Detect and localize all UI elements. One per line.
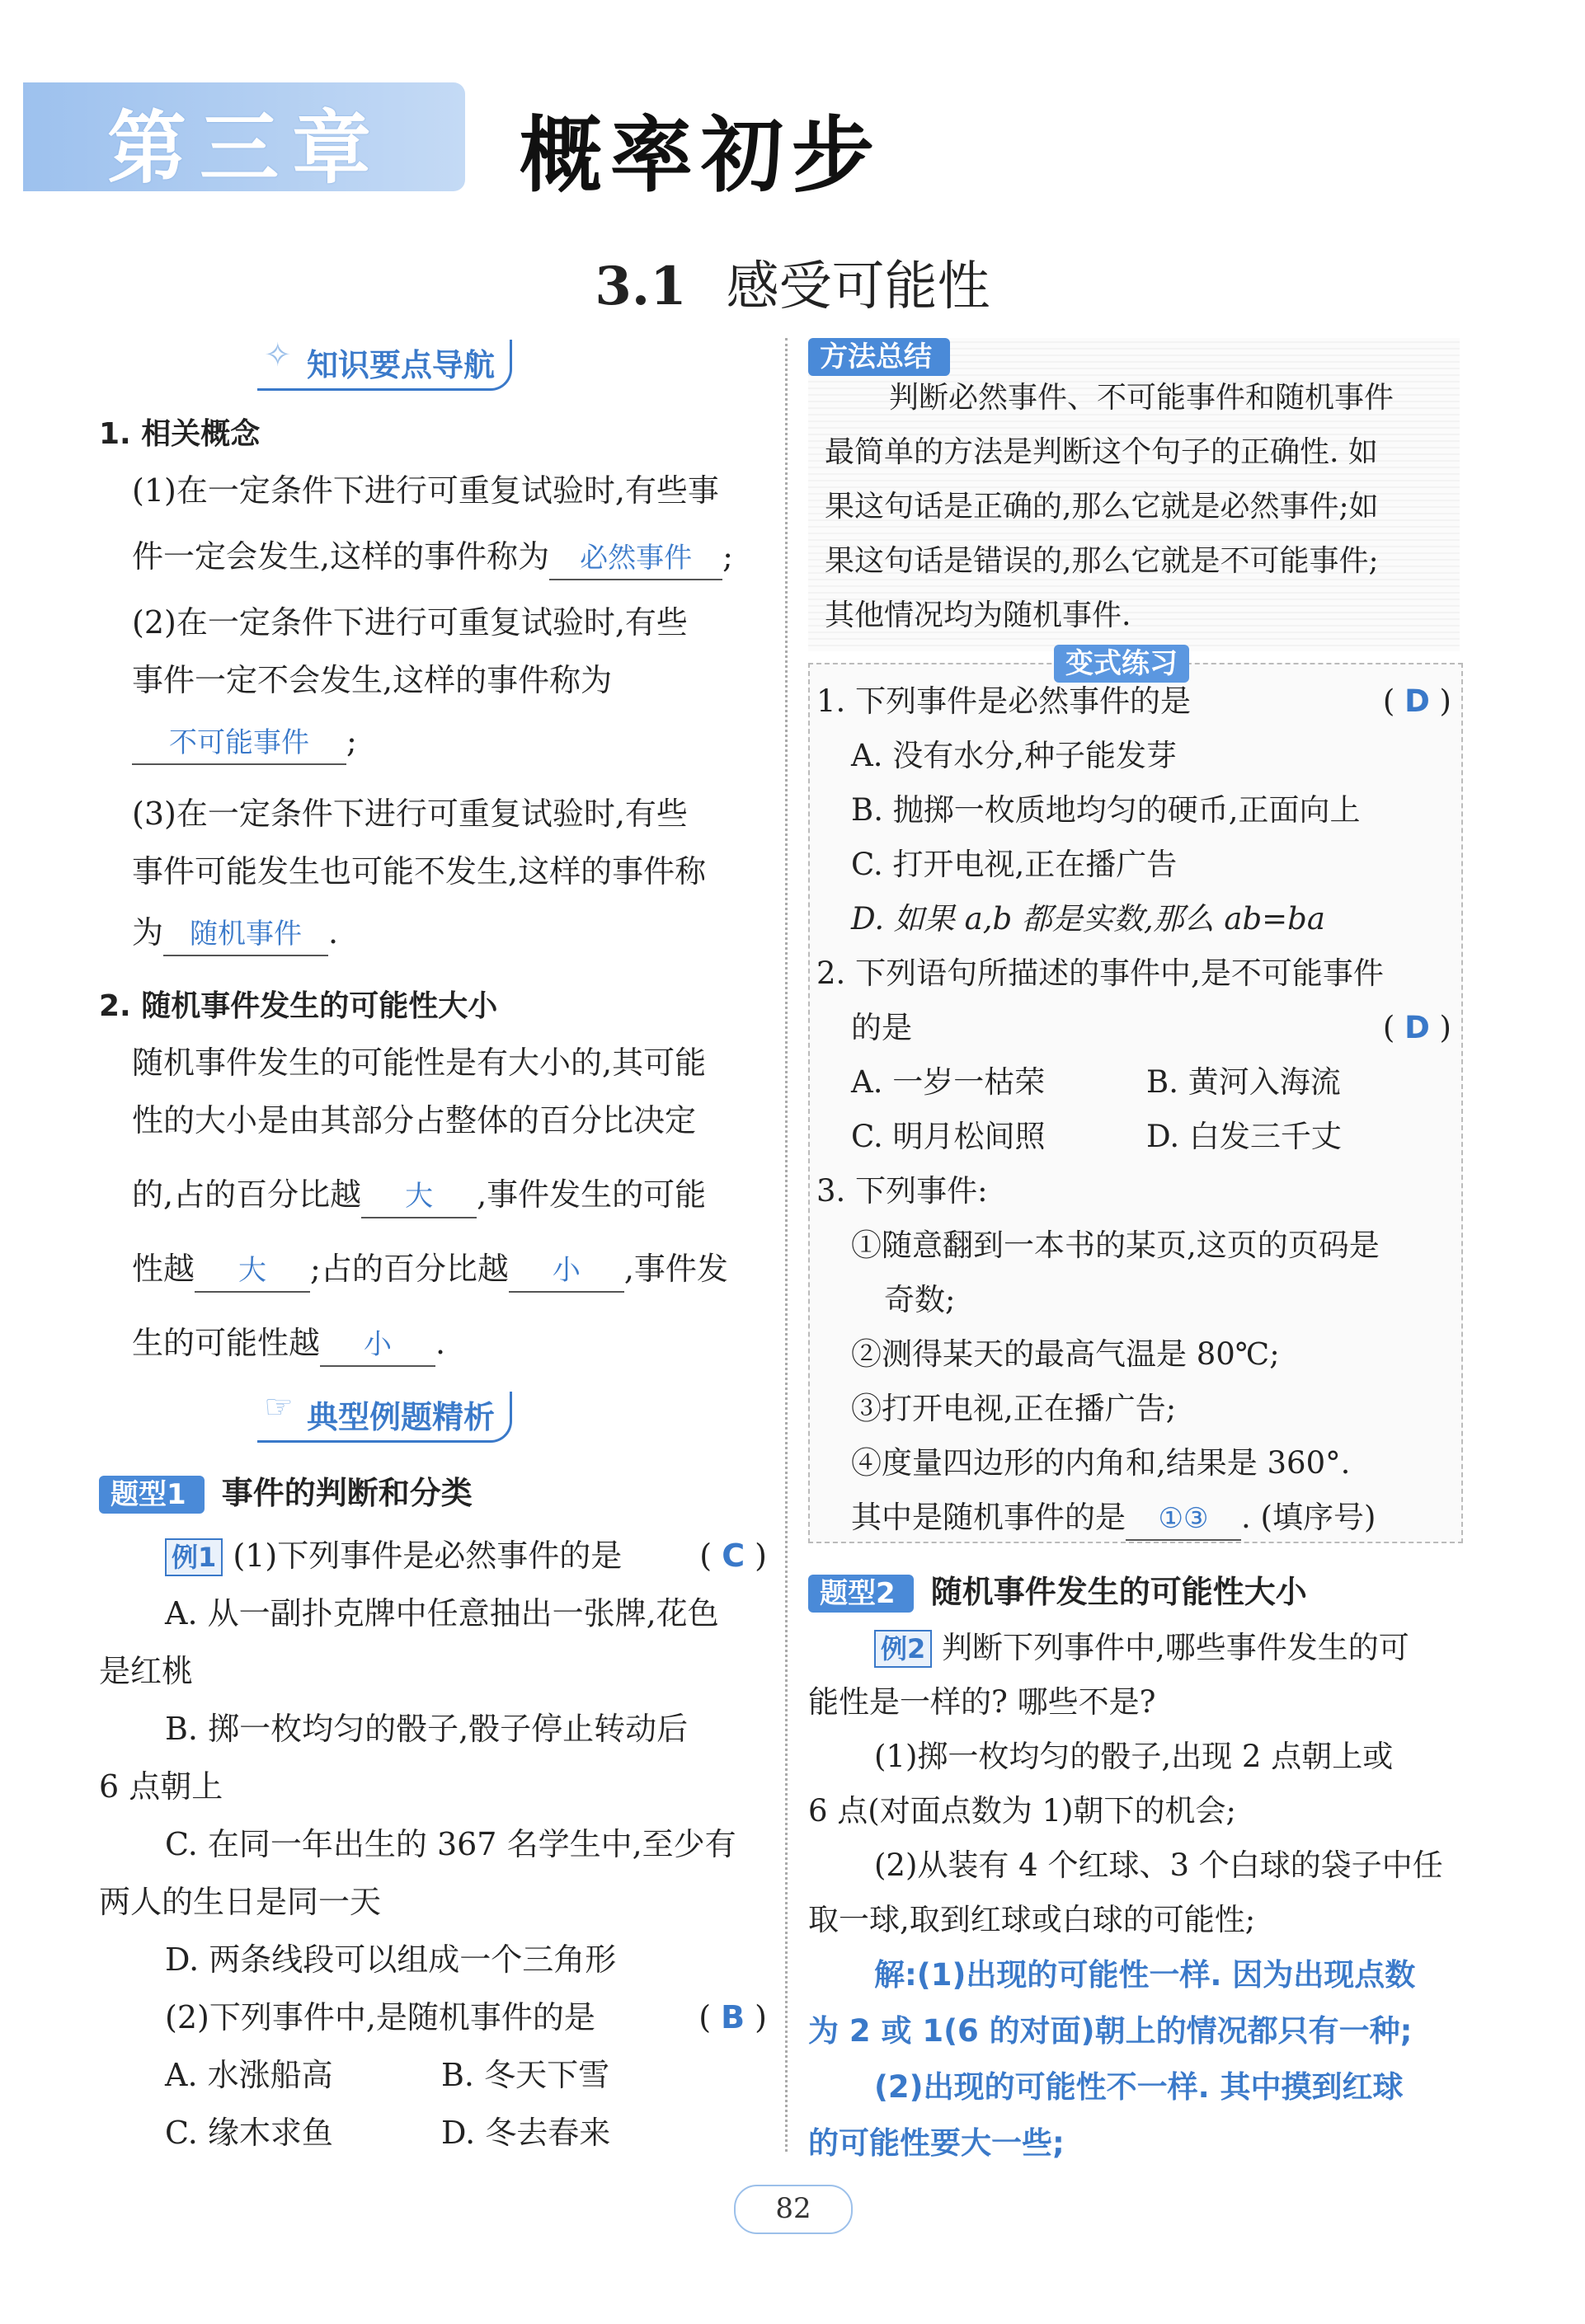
practice-questions: 1. 下列事件是必然事件的是 ( D ) A. 没有水分,种子能发芽 B. 抛掷一枚质地均匀的硬币,正面向上 C. 打开电视,正在播广告 D. 如果 a,b 都是实数,那么 ab=ba 2. 下列语句所描述的事件中,是不可能事件 的是 ( D ) A. 一岁一枯荣 B. 黄河入海流 C. 明月松间照 D. 白发三千丈 3. 下列事件: ①随意翻到一本书的某页,这页的页码是 奇数; ②测得某天的最高气温是 80℃; ③打开电视,正在播广告; ④度量四边形的内角和,结果是 360°. 其中是随机事件的是 ①③ . (填序号)	[816, 674, 1451, 1545]
practice-tag-text: 变式练习	[1054, 645, 1189, 683]
prob-line-d2: ;占的百分比越	[310, 1251, 509, 1287]
concept-3-line-c: 为	[132, 914, 164, 951]
concept-1-line-a: (1)在一定条件下进行可重复试验时,有些事	[132, 472, 719, 509]
answer-blank: 随机事件	[163, 913, 328, 956]
punct: .	[328, 914, 339, 951]
prob-line-c2: ,事件发生的可能	[477, 1176, 707, 1213]
prob-line-c1: 的,占的百分比越	[132, 1176, 362, 1213]
concept-3-line-b: 事件可能发生也可能不发生,这样的事件称	[132, 853, 707, 890]
example-2-tag: 例2	[874, 1630, 932, 1668]
option-d: D. 冬去春来	[441, 2115, 611, 2151]
concept-2-line-a: (2)在一定条件下进行可重复试验时,有些	[132, 604, 688, 641]
example-1-q2: (2)下列事件中,是随机事件的是	[165, 1999, 595, 2035]
type2-title: 随机事件发生的可能性大小	[930, 1574, 1307, 1610]
example-2-line: 能性是一样的? 哪些不是?	[808, 1684, 1156, 1720]
practice-q1: 1. 下列事件是必然事件的是	[816, 683, 1192, 719]
example-2-item-1: (1)掷一枚均匀的骰子,出现 2 点朝上或	[874, 1739, 1394, 1774]
option-c: C. 打开电视,正在播广告	[851, 847, 1178, 882]
option-b: B. 掷一枚均匀的骰子,骰子停止转动后	[165, 1711, 689, 1747]
method-line: 果这句话是正确的,那么它就是必然事件;如	[825, 490, 1379, 523]
practice-q3-end: 其中是随机事件的是	[851, 1500, 1126, 1535]
example-2-item-2: (2)从装有 4 个红球、3 个白球的袋子中任	[874, 1847, 1443, 1883]
prob-line-d1: 性越	[132, 1251, 195, 1287]
option-d: D. 白发三千丈	[1146, 1119, 1342, 1154]
concept-1-line-b: 件一定会发生,这样的事件称为	[132, 538, 550, 575]
answer: D	[1404, 1010, 1430, 1045]
event-1: ①随意翻到一本书的某页,这页的页码是	[851, 1228, 1380, 1263]
type1-header	[99, 1467, 473, 1514]
event-1-cont: 奇数;	[884, 1282, 956, 1317]
option-c: C. 明月松间照	[851, 1119, 1046, 1154]
option-d: D. 如果 a,b 都是实数,那么 ab=ba	[851, 901, 1325, 937]
option-a: A. 水涨船高	[165, 2057, 333, 2093]
method-line: 最简单的方法是判断这个句子的正确性. 如	[825, 435, 1378, 469]
example-2	[808, 1621, 1468, 2171]
option-b-cont: 6 点朝上	[99, 1768, 223, 1805]
option-a: A. 从一副扑克牌中任意抽出一张牌,花色	[165, 1595, 719, 1631]
method-tag-text: 方法总结	[808, 338, 950, 376]
concept-3	[132, 785, 767, 961]
option-b: B. 抛掷一枚质地均匀的硬币,正面向上	[851, 792, 1361, 828]
option-c: C. 在同一年出生的 367 名学生中,至少有	[165, 1826, 736, 1862]
option-a-cont: 是红桃	[99, 1653, 194, 1689]
chapter-title: 概率初步	[520, 107, 882, 204]
option-c-cont: 两人的生日是同一天	[99, 1884, 382, 1920]
solution-line: 为 2 或 1(6 的对面)朝上的情况都只有一种;	[808, 2013, 1413, 2049]
knowledge-heading	[257, 336, 512, 391]
answer-blank: ①③	[1126, 1498, 1241, 1541]
option-a: A. 一岁一枯荣	[851, 1064, 1046, 1100]
column-divider	[785, 338, 788, 2152]
answer-blank: 必然事件	[549, 538, 722, 580]
solution-line: 的可能性要大一些;	[808, 2125, 1065, 2161]
punct: ;	[346, 723, 357, 759]
type2-tag: 题型2	[808, 1575, 914, 1613]
example-2-item-1-cont: 6 点(对面点数为 1)朝下的机会;	[808, 1793, 1236, 1829]
option-a: A. 没有水分,种子能发芽	[851, 738, 1178, 773]
practice-q2-cont: 的是	[851, 1010, 912, 1045]
type2-header	[808, 1566, 1307, 1613]
answer: D	[1404, 683, 1430, 719]
concept-1	[132, 462, 767, 585]
type1-title: 事件的判断和分类	[221, 1475, 473, 1511]
option-b: B. 冬天下雪	[441, 2057, 610, 2093]
examples-heading-text: 典型例题精析	[307, 1399, 496, 1435]
concept-2	[132, 594, 767, 770]
concept-3-line-a: (3)在一定条件下进行可重复试验时,有些	[132, 796, 688, 832]
answer-blank: 小	[509, 1250, 624, 1293]
page-number: 82	[734, 2185, 853, 2234]
chapter-label: 第三章	[107, 102, 384, 195]
punct: . (填序号)	[1241, 1500, 1376, 1535]
concept-heading: 1. 相关概念	[99, 417, 261, 451]
section-title: 感受可能性	[726, 256, 990, 317]
method-line: 判断必然事件、不可能事件和随机事件	[889, 381, 1395, 415]
concept-2-line-b: 事件一定不会发生,这样的事件称为	[132, 662, 613, 698]
option-d: D. 两条线段可以组成一个三角形	[165, 1941, 617, 1978]
knowledge-heading-text: 知识要点导航	[307, 347, 496, 383]
method-line: 果这句话是错误的,那么它就是不可能事件;	[825, 544, 1379, 578]
answer-blank: 大	[361, 1176, 477, 1218]
event-4: ④度量四边形的内角和,结果是 360°.	[851, 1445, 1351, 1481]
example-1-tag: 例1	[165, 1538, 223, 1576]
punct: ;	[722, 538, 733, 575]
answer-blank: 小	[320, 1324, 435, 1367]
example-1: 例1 (1)下列事件是必然事件的是 ( C ) A. 从一副扑克牌中任意抽出一张牌,花色 是红桃 B. 掷一枚均匀的骰子,骰子停止转动后 6 点朝上 C. 在同一年出生的 367 名学生中,至少有 两人的生日是同一天 D. 两条线段可以组成一个三角形 (2)下列事件中,是随机事件的是 ( B ) A. 水涨船高 B. 冬天下雪 C. 缘木求鱼 D. 冬去春来	[99, 1527, 767, 2162]
prob-line-e1: 生的可能性越	[132, 1325, 321, 1361]
practice-q3: 3. 下列事件:	[816, 1173, 988, 1209]
probability-heading: 2. 随机事件发生的可能性大小	[99, 989, 498, 1023]
method-line: 其他情况均为随机事件.	[825, 599, 1131, 632]
type1-tag: 题型1	[99, 1476, 205, 1514]
example-1-q1: (1)下列事件是必然事件的是	[233, 1538, 623, 1574]
section-number: 3.1	[595, 256, 687, 317]
option-b: B. 黄河入海流	[1146, 1064, 1341, 1100]
punct: .	[435, 1325, 446, 1361]
event-3: ③打开电视,正在播广告;	[851, 1391, 1177, 1426]
answer-blank: 不可能事件	[132, 722, 346, 765]
practice-q2: 2. 下列语句所描述的事件中,是不可能事件	[816, 955, 1384, 991]
answer: B	[721, 1999, 745, 2035]
example-2-line: 判断下列事件中,哪些事件发生的可	[942, 1630, 1409, 1665]
method-text	[825, 371, 1460, 643]
solution-line: 解:(1)出现的可能性一样. 因为出现点数	[874, 1957, 1416, 1993]
section-heading	[0, 244, 1585, 320]
lightbulb-icon: ✧	[264, 336, 292, 374]
probability-text	[132, 1034, 767, 1372]
answer: C	[722, 1538, 745, 1574]
hand-pointer-icon: ☞	[264, 1388, 294, 1426]
prob-line-a: 随机事件发生的可能性是有大小的,其可能	[132, 1045, 707, 1081]
solution-line: (2)出现的可能性不一样. 其中摸到红球	[874, 2069, 1404, 2105]
option-c: C. 缘木求鱼	[165, 2115, 333, 2151]
answer-blank: 大	[195, 1250, 310, 1293]
examples-heading	[257, 1388, 512, 1443]
prob-line-d3: ,事件发	[623, 1251, 728, 1287]
prob-line-b: 性的大小是由其部分占整体的百分比决定	[132, 1102, 697, 1139]
example-2-item-2-cont: 取一球,取到红球或白球的可能性;	[808, 1902, 1256, 1937]
event-2: ②测得某天的最高气温是 80℃;	[851, 1336, 1280, 1372]
